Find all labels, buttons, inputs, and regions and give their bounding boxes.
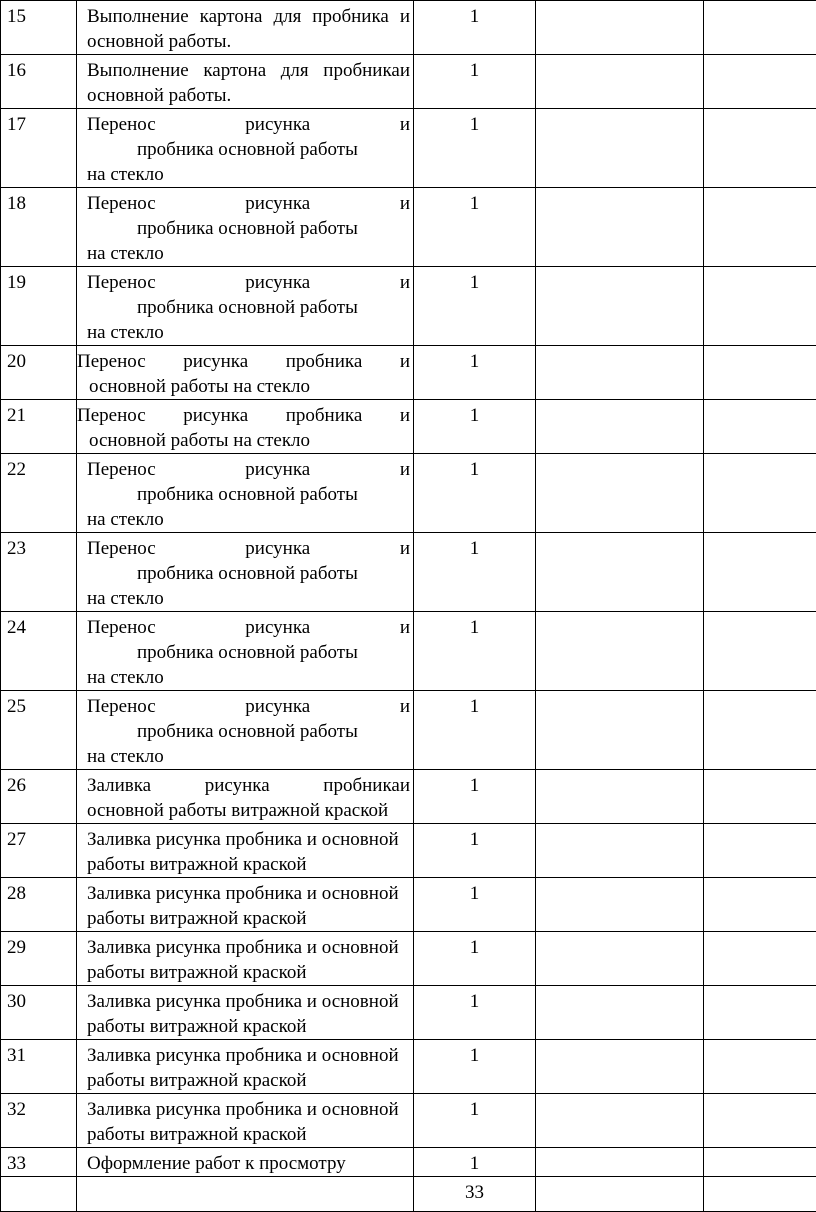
- empty-cell: [704, 1094, 816, 1148]
- topic-line: на стекло: [87, 241, 410, 266]
- row-number: 18: [1, 188, 77, 267]
- topic-line: Заливка рисунка пробника и основной: [87, 1043, 410, 1068]
- empty-cell: [704, 770, 816, 824]
- lesson-topic: [77, 824, 414, 878]
- hours-count: 1: [414, 612, 536, 691]
- table-row: [1, 55, 816, 109]
- topic-word: и: [400, 191, 410, 216]
- empty-cell: [704, 454, 816, 533]
- hours-count: 1: [414, 1040, 536, 1094]
- empty-cell: [704, 932, 816, 986]
- topic-line: основной работы.: [87, 29, 410, 54]
- topic-word: и: [400, 615, 410, 640]
- row-number: 19: [1, 267, 77, 346]
- topic-word: и: [400, 349, 410, 374]
- row-number: 30: [1, 986, 77, 1040]
- empty-cell: [536, 824, 704, 878]
- topic-word: Перенос: [87, 615, 156, 640]
- empty-cell: [704, 267, 816, 346]
- topic-word: рисунка: [245, 457, 310, 482]
- topic-line: основной работы на стекло: [77, 428, 410, 453]
- topic-line: пробника основной работы: [87, 561, 410, 586]
- topic-line: на стекло: [87, 507, 410, 532]
- table-row: [1, 878, 816, 932]
- table-row: [1, 109, 816, 188]
- empty-cell: [704, 55, 816, 109]
- empty-cell: [536, 932, 704, 986]
- row-number: 17: [1, 109, 77, 188]
- lesson-topic: [77, 267, 414, 346]
- topic-word: рисунка: [245, 694, 310, 719]
- table-row: [1, 932, 816, 986]
- topic-line: Заливка рисунка пробника и основной: [87, 881, 410, 906]
- total-hours: 33: [414, 1177, 536, 1212]
- topic-line: Заливка рисунка пробника и основной: [87, 989, 410, 1014]
- topic-line: Заливка рисунка пробника и основной: [87, 827, 410, 852]
- topic-line: работы витражной краской: [87, 960, 410, 985]
- hours-count: 1: [414, 188, 536, 267]
- hours-count: 1: [414, 267, 536, 346]
- lesson-topic: [77, 878, 414, 932]
- topic-first-line: [87, 615, 410, 640]
- topic-word: Перенос: [87, 694, 156, 719]
- lesson-topic: [77, 55, 414, 109]
- topic-word: рисунка: [245, 112, 310, 137]
- hours-count: 1: [414, 691, 536, 770]
- empty-cell: [704, 188, 816, 267]
- row-number: 26: [1, 770, 77, 824]
- topic-line: Выполнение картона для пробникаи: [87, 58, 410, 83]
- topic-line: пробника основной работы: [87, 216, 410, 241]
- topic-word: Перенос: [87, 191, 156, 216]
- topic-word: и: [400, 270, 410, 295]
- table-row: [1, 1094, 816, 1148]
- lesson-topic: [77, 1148, 414, 1177]
- empty-cell: [704, 346, 816, 400]
- table-row: [1, 691, 816, 770]
- row-number: 29: [1, 932, 77, 986]
- empty-cell: [704, 1040, 816, 1094]
- row-number: 33: [1, 1148, 77, 1177]
- empty-cell: [536, 986, 704, 1040]
- topic-line: на стекло: [87, 320, 410, 345]
- table-row: [1, 770, 816, 824]
- topic-word: пробникаи: [323, 773, 410, 798]
- empty-cell: [536, 346, 704, 400]
- topic-first-line: [87, 694, 410, 719]
- row-number: 28: [1, 878, 77, 932]
- lesson-topic: [77, 1040, 414, 1094]
- topic-line: работы витражной краской: [87, 1068, 410, 1093]
- row-number: 32: [1, 1094, 77, 1148]
- topic-word: Перенос: [87, 457, 156, 482]
- topic-first-line: [87, 191, 410, 216]
- topic-line: работы витражной краской: [87, 852, 410, 877]
- empty-cell: [536, 1, 704, 55]
- topic-line: Заливка рисунка пробника и основной: [87, 1097, 410, 1122]
- topic-word: пробника: [286, 349, 363, 374]
- topic-line: на стекло: [87, 162, 410, 187]
- hours-count: 1: [414, 346, 536, 400]
- empty-cell: [704, 533, 816, 612]
- topic-first-line: [77, 349, 410, 374]
- empty-cell: [704, 1, 816, 55]
- topic-word: рисунка: [183, 349, 248, 374]
- total-row: [1, 1177, 816, 1212]
- topic-line: работы витражной краской: [87, 906, 410, 931]
- hours-count: 1: [414, 932, 536, 986]
- row-number: 21: [1, 400, 77, 454]
- topic-word: и: [400, 403, 410, 428]
- hours-count: 1: [414, 55, 536, 109]
- hours-count: 1: [414, 400, 536, 454]
- empty-cell: [536, 1040, 704, 1094]
- lesson-topic: [77, 1, 414, 55]
- row-number: 25: [1, 691, 77, 770]
- lesson-topic: [77, 109, 414, 188]
- empty-cell: [704, 109, 816, 188]
- total-number-cell: [1, 1177, 77, 1212]
- table-body: [1, 1, 816, 1212]
- table-row: [1, 346, 816, 400]
- empty-cell: [536, 691, 704, 770]
- row-number: 15: [1, 1, 77, 55]
- lesson-topic: [77, 346, 414, 400]
- table-row: [1, 454, 816, 533]
- empty-cell: [536, 1094, 704, 1148]
- hours-count: 1: [414, 1094, 536, 1148]
- row-number: 22: [1, 454, 77, 533]
- table-row: [1, 188, 816, 267]
- empty-cell: [536, 1148, 704, 1177]
- empty-cell: [536, 400, 704, 454]
- empty-cell: [704, 612, 816, 691]
- empty-cell: [536, 55, 704, 109]
- topic-line: основной работы на стекло: [77, 374, 410, 399]
- empty-cell: [536, 267, 704, 346]
- hours-count: 1: [414, 1, 536, 55]
- topic-word: и: [400, 457, 410, 482]
- topic-line: пробника основной работы: [87, 137, 410, 162]
- table-row: [1, 1148, 816, 1177]
- hours-count: 1: [414, 533, 536, 612]
- topic-line: на стекло: [87, 665, 410, 690]
- topic-word: рисунка: [245, 270, 310, 295]
- topic-line: Заливка рисунка пробника и основной: [87, 935, 410, 960]
- empty-cell: [704, 691, 816, 770]
- hours-count: 1: [414, 1148, 536, 1177]
- empty-cell: [704, 400, 816, 454]
- topic-line: работы витражной краской: [87, 1122, 410, 1147]
- topic-line: пробника основной работы: [87, 640, 410, 665]
- empty-cell: [536, 188, 704, 267]
- empty-cell: [536, 109, 704, 188]
- lesson-topic: [77, 612, 414, 691]
- hours-count: 1: [414, 770, 536, 824]
- topic-line: работы витражной краской: [87, 1014, 410, 1039]
- lesson-topic: [77, 932, 414, 986]
- topic-first-line: [87, 457, 410, 482]
- topic-line: основной работы.: [87, 83, 410, 108]
- topic-word: пробника: [286, 403, 363, 428]
- topic-word: рисунка: [183, 403, 248, 428]
- table-row: [1, 824, 816, 878]
- row-number: 24: [1, 612, 77, 691]
- table-row: [1, 1, 816, 55]
- hours-count: 1: [414, 878, 536, 932]
- empty-cell: [704, 824, 816, 878]
- topic-line: пробника основной работы: [87, 482, 410, 507]
- topic-word: Перенос: [87, 270, 156, 295]
- lesson-topic: [77, 691, 414, 770]
- empty-cell: [704, 986, 816, 1040]
- topic-word: Заливка: [87, 773, 151, 798]
- empty-cell: [536, 878, 704, 932]
- table-row: [1, 400, 816, 454]
- topic-line: Выполнение картона для пробника и: [87, 4, 410, 29]
- topic-word: рисунка: [245, 615, 310, 640]
- lesson-topic: [77, 1094, 414, 1148]
- empty-cell: [536, 454, 704, 533]
- topic-first-line: [87, 536, 410, 561]
- lesson-topic: [77, 770, 414, 824]
- hours-count: 1: [414, 824, 536, 878]
- hours-count: 1: [414, 109, 536, 188]
- topic-first-line: [87, 270, 410, 295]
- hours-count: 1: [414, 986, 536, 1040]
- topic-first-line: [87, 112, 410, 137]
- hours-count: 1: [414, 454, 536, 533]
- topic-line: Оформление работ к просмотру: [87, 1151, 410, 1176]
- table-row: [1, 533, 816, 612]
- row-number: 16: [1, 55, 77, 109]
- topic-line: основной работы витражной краской: [87, 798, 410, 823]
- row-number: 23: [1, 533, 77, 612]
- topic-word: рисунка: [205, 773, 270, 798]
- total-label-cell: [77, 1177, 414, 1212]
- row-number: 27: [1, 824, 77, 878]
- topic-word: рисунка: [245, 191, 310, 216]
- topic-line: на стекло: [87, 744, 410, 769]
- topic-line: на стекло: [87, 586, 410, 611]
- empty-cell: [536, 770, 704, 824]
- topic-first-line: [87, 773, 410, 798]
- topic-word: и: [400, 536, 410, 561]
- empty-cell: [536, 1177, 704, 1212]
- table-row: [1, 986, 816, 1040]
- topic-word: Перенос: [87, 536, 156, 561]
- empty-cell: [704, 878, 816, 932]
- topic-word: Перенос: [77, 403, 146, 428]
- empty-cell: [536, 612, 704, 691]
- lesson-topic: [77, 400, 414, 454]
- topic-word: и: [400, 694, 410, 719]
- empty-cell: [704, 1148, 816, 1177]
- lesson-topic: [77, 188, 414, 267]
- topic-line: пробника основной работы: [87, 719, 410, 744]
- row-number: 20: [1, 346, 77, 400]
- row-number: 31: [1, 1040, 77, 1094]
- topic-word: рисунка: [245, 536, 310, 561]
- lesson-topic: [77, 533, 414, 612]
- topic-word: Перенос: [87, 112, 156, 137]
- table-row: [1, 612, 816, 691]
- empty-cell: [536, 533, 704, 612]
- lesson-topic: [77, 454, 414, 533]
- topic-first-line: [77, 403, 410, 428]
- table-row: [1, 1040, 816, 1094]
- empty-cell: [704, 1177, 816, 1212]
- table-row: [1, 267, 816, 346]
- lesson-topic: [77, 986, 414, 1040]
- topic-word: и: [400, 112, 410, 137]
- topic-word: Перенос: [77, 349, 146, 374]
- topic-line: пробника основной работы: [87, 295, 410, 320]
